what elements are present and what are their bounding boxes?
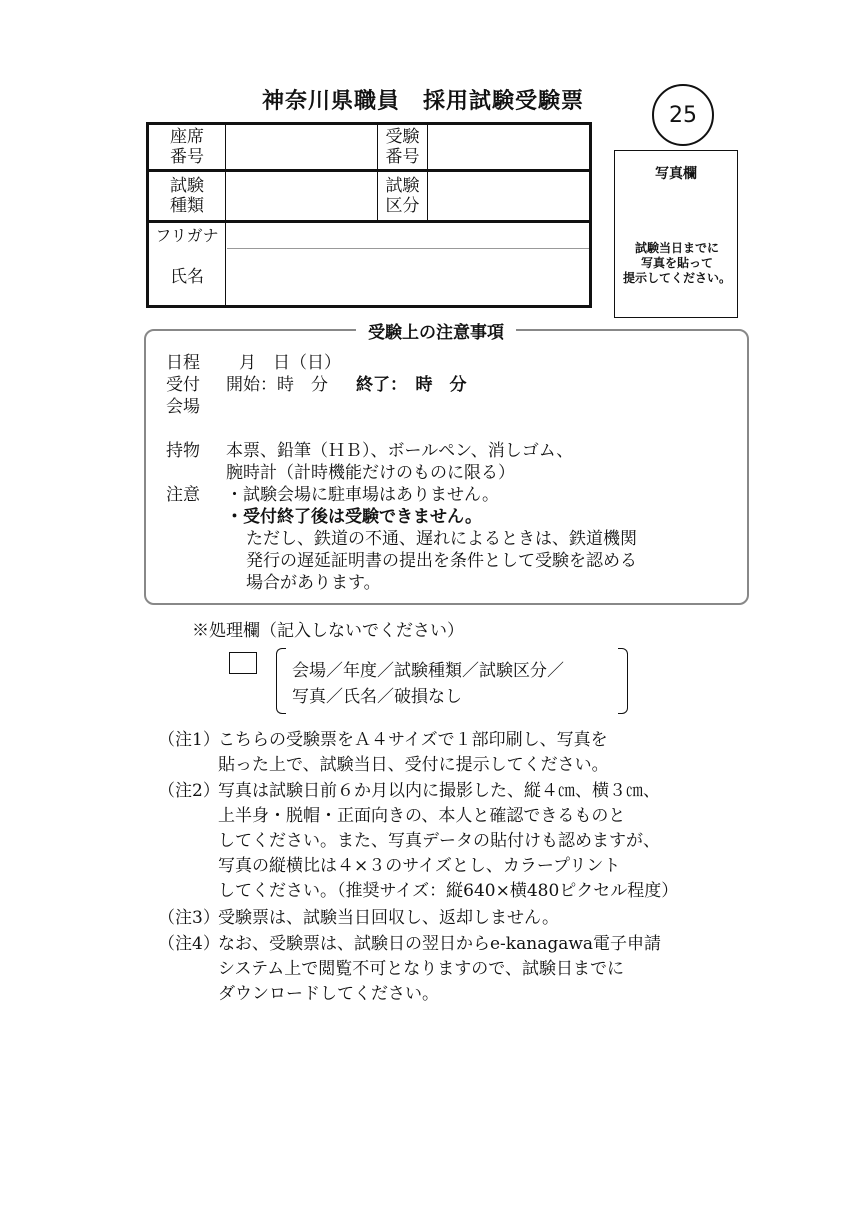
reception-start: 開始：時 分 (226, 375, 328, 395)
footnote-line: してください。また、写真データの貼付けも認めますが、 (218, 831, 660, 851)
applicant-form (146, 122, 592, 308)
name-field[interactable] (227, 249, 589, 305)
name-label: 氏名 (170, 267, 204, 287)
exam-number-field[interactable] (429, 125, 589, 169)
processing-line: 写真／氏名／破損なし (292, 687, 462, 707)
footnote-line: 写真の縦横比は４×３のサイズとし、カラープリント (218, 856, 621, 876)
footnote-label: （注2） (158, 781, 220, 801)
exam-category-field[interactable] (429, 172, 589, 220)
exam-number-label: 受験 番号 (385, 127, 420, 167)
reception-label: 受付 (166, 375, 200, 395)
items-line: 本票、鉛筆（ＨＢ）、ボールペン、消しゴム、 (226, 441, 574, 461)
seat-number-field[interactable] (227, 125, 375, 169)
processing-title: ※処理欄（記入しないでください） (192, 621, 464, 641)
exam-category-label: 試験 区分 (385, 176, 420, 216)
venue-label: 会場 (166, 397, 200, 417)
caution-line: ・試験会場に駐車場はありません。 (226, 485, 500, 505)
photo-box (614, 150, 738, 318)
photo-box-title: 写真欄 (655, 166, 697, 182)
footnote-line: 貼った上で、試験当日、受付に提示してください。 (218, 755, 609, 775)
photo-instruction-line: 試験当日までに (634, 241, 719, 255)
footnote-line: 上半身・脱帽・正面向きの、本人と確認できるものと (218, 806, 626, 826)
furigana-field[interactable] (227, 223, 589, 248)
footnote-label: （注1） (158, 730, 220, 750)
exam-type-label: 試験 種類 (170, 176, 204, 216)
photo-instruction (617, 241, 737, 286)
caution-line: ただし、鉄道の不通、遅れによるときは、鉄道機関 (246, 529, 637, 549)
bracket-left (276, 648, 286, 714)
notice-title: 受験上の注意事項 (356, 318, 516, 343)
caution-line: 発行の遅延証明書の提出を条件として受験を認める (246, 551, 637, 571)
footnote-line: こちらの受験票をＡ４サイズで１部印刷し、写真を (218, 730, 608, 750)
page-title: 神奈川県職員 採用試験受験票 (262, 89, 585, 114)
ticket-number-badge: 25 (652, 84, 714, 146)
footnote-line: 受験票は、試験当日回収し、返却しません。 (218, 908, 560, 928)
bracket-right (618, 648, 628, 714)
caution-label: 注意 (166, 485, 200, 505)
processing-checkbox[interactable] (229, 652, 257, 674)
footnote-line: システム上で閲覧不可となりますので、試験日までに (218, 959, 624, 979)
footnote-line: ダウンロードしてください。 (218, 984, 439, 1004)
furigana-label: フリガナ (155, 226, 219, 245)
footnote-label: （注3） (158, 908, 220, 928)
footnote-line: してください。（推奨サイズ：縦640×横480ピクセル程度） (218, 881, 679, 901)
date-value: 月 日（日） (222, 353, 341, 373)
date-label: 日程 (166, 353, 200, 373)
col-divider (225, 125, 226, 305)
footnote-line: なお、受験票は、試験日の翌日からe-kanagawa電子申請 (218, 934, 662, 954)
items-label: 持物 (166, 441, 200, 461)
exam-type-field[interactable] (227, 172, 375, 220)
reception-end: 終了： 時 分 (356, 375, 467, 395)
items-line: 腕時計（計時機能だけのものに限る） (226, 463, 515, 483)
footnote-line: 写真は試験日前６か月以内に撮影した、縦４㎝、横３㎝、 (218, 781, 660, 801)
processing-line: 会場／年度／試験種類／試験区分／ (292, 661, 564, 681)
caution-line: 場合があります。 (246, 573, 381, 593)
photo-instruction-line: 写真を貼って (640, 256, 713, 270)
col-divider (427, 125, 428, 220)
seat-number-label: 座席 番号 (170, 127, 204, 167)
footnote-label: （注4） (158, 934, 220, 954)
photo-instruction-line: 提示してください。 (622, 271, 731, 285)
caution-line-bold: ・受付終了後は受験できません。 (226, 507, 483, 527)
